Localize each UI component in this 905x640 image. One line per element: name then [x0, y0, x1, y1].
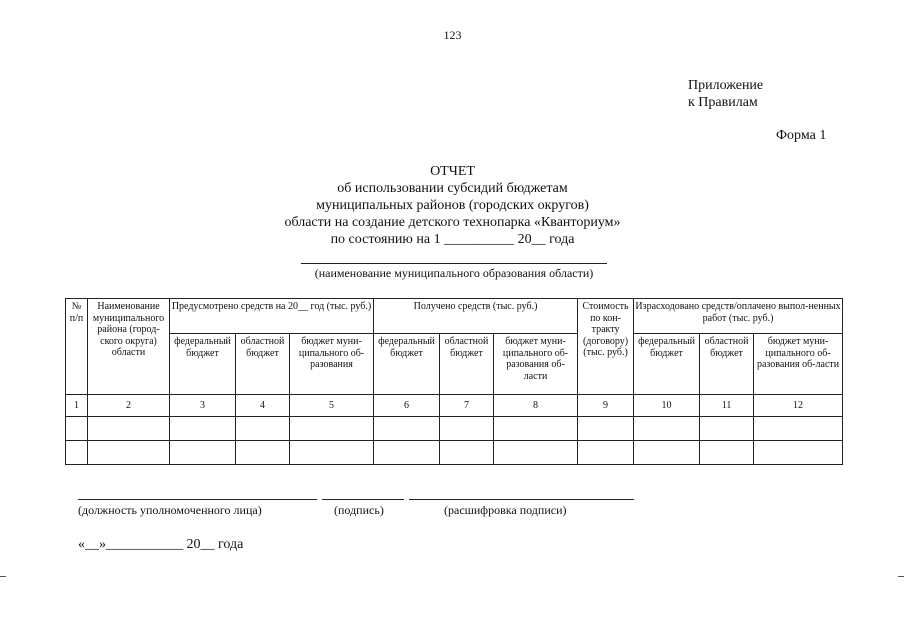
header-received: Получено средств (тыс. руб.) [374, 299, 578, 334]
header-spent-federal: федеральный бюджет [634, 334, 700, 395]
table-cell [634, 417, 700, 441]
header-num: № п/п [66, 299, 88, 395]
column-number: 6 [374, 395, 440, 417]
appendix-line-1: Приложение [688, 78, 764, 93]
title-line-4: области на создание детского технопарка «Кванториум» [284, 215, 621, 230]
header-district: Наименование муниципального района (город-ского округа) области [88, 299, 170, 395]
column-number: 11 [700, 395, 754, 417]
title-line-3: муниципальных районов (городских округов) [316, 198, 589, 213]
table-cell [440, 441, 494, 465]
table-cell [494, 417, 578, 441]
column-number: 4 [236, 395, 290, 417]
column-number: 9 [578, 395, 634, 417]
table-cell [290, 441, 374, 465]
table-cell [170, 441, 236, 465]
table-cell [578, 441, 634, 465]
org-name-caption: (наименование муниципального образования области) [314, 266, 594, 280]
header-planned: Предусмотрено средств на 20__ год (тыс. руб.) [170, 299, 374, 334]
position-caption: (должность уполномоченного лица) [78, 503, 262, 517]
org-name-line [301, 263, 607, 264]
header-spent: Израсходовано средств/оплачено выпол-ненных работ (тыс. руб.) [634, 299, 843, 334]
column-number: 3 [170, 395, 236, 417]
position-line [78, 499, 317, 500]
page-number: 123 [443, 28, 462, 42]
header-row-2 [66, 334, 843, 395]
column-number: 12 [754, 395, 843, 417]
title-line-5: по состоянию на 1 __________ 20__ года [330, 232, 575, 247]
left-edge-mark [0, 576, 6, 577]
table-cell [66, 417, 88, 441]
header-received-federal: федеральный бюджет [374, 334, 440, 395]
table-cell [236, 417, 290, 441]
signature-caption: (подпись) [334, 503, 384, 517]
right-edge-mark [898, 576, 904, 577]
header-row-1 [66, 299, 843, 334]
title-line-2: об использовании субсидий бюджетам [337, 181, 568, 196]
column-number-row [66, 395, 843, 417]
report-title [200, 163, 705, 248]
table-cell [754, 441, 843, 465]
table-cell [290, 417, 374, 441]
appendix-line-2: к Правилам [688, 95, 758, 110]
title-line-1: ОТЧЕТ [430, 164, 475, 179]
table-cell [88, 441, 170, 465]
header-spent-regional: областной бюджет [700, 334, 754, 395]
date-line: «__»___________ 20__ года [78, 537, 244, 552]
header-planned-federal: федеральный бюджет [170, 334, 236, 395]
empty-table-row [66, 441, 843, 465]
table-cell [88, 417, 170, 441]
header-spent-municipal: бюджет муни-ципального об-разования об-ласти [754, 334, 843, 395]
form-label: Форма 1 [776, 128, 827, 143]
table-cell [374, 441, 440, 465]
table-cell [494, 441, 578, 465]
column-number: 7 [440, 395, 494, 417]
signature-decoding-line [409, 499, 634, 500]
column-number: 10 [634, 395, 700, 417]
table-cell [374, 417, 440, 441]
column-number: 2 [88, 395, 170, 417]
header-contract-cost: Стоимость по кон-тракту (договору) (тыс. руб.) [578, 299, 634, 395]
table-cell [236, 441, 290, 465]
column-number: 5 [290, 395, 374, 417]
table-cell [700, 417, 754, 441]
header-received-regional: областной бюджет [440, 334, 494, 395]
column-number: 8 [494, 395, 578, 417]
table-cell [440, 417, 494, 441]
empty-table-row [66, 417, 843, 441]
table-cell [754, 417, 843, 441]
table-cell [170, 417, 236, 441]
appendix-note [688, 77, 763, 111]
table-cell [578, 417, 634, 441]
signature-decoding-caption: (расшифровка подписи) [444, 503, 567, 517]
signature-line [322, 499, 404, 500]
header-planned-municipal: бюджет муни-ципального об-разования [290, 334, 374, 395]
header-planned-regional: областной бюджет [236, 334, 290, 395]
header-received-municipal: бюджет муни-ципального об-разования об-ласти [494, 334, 578, 395]
column-number: 1 [66, 395, 88, 417]
table-cell [634, 441, 700, 465]
table-cell [700, 441, 754, 465]
report-table [65, 298, 843, 465]
table-cell [66, 441, 88, 465]
